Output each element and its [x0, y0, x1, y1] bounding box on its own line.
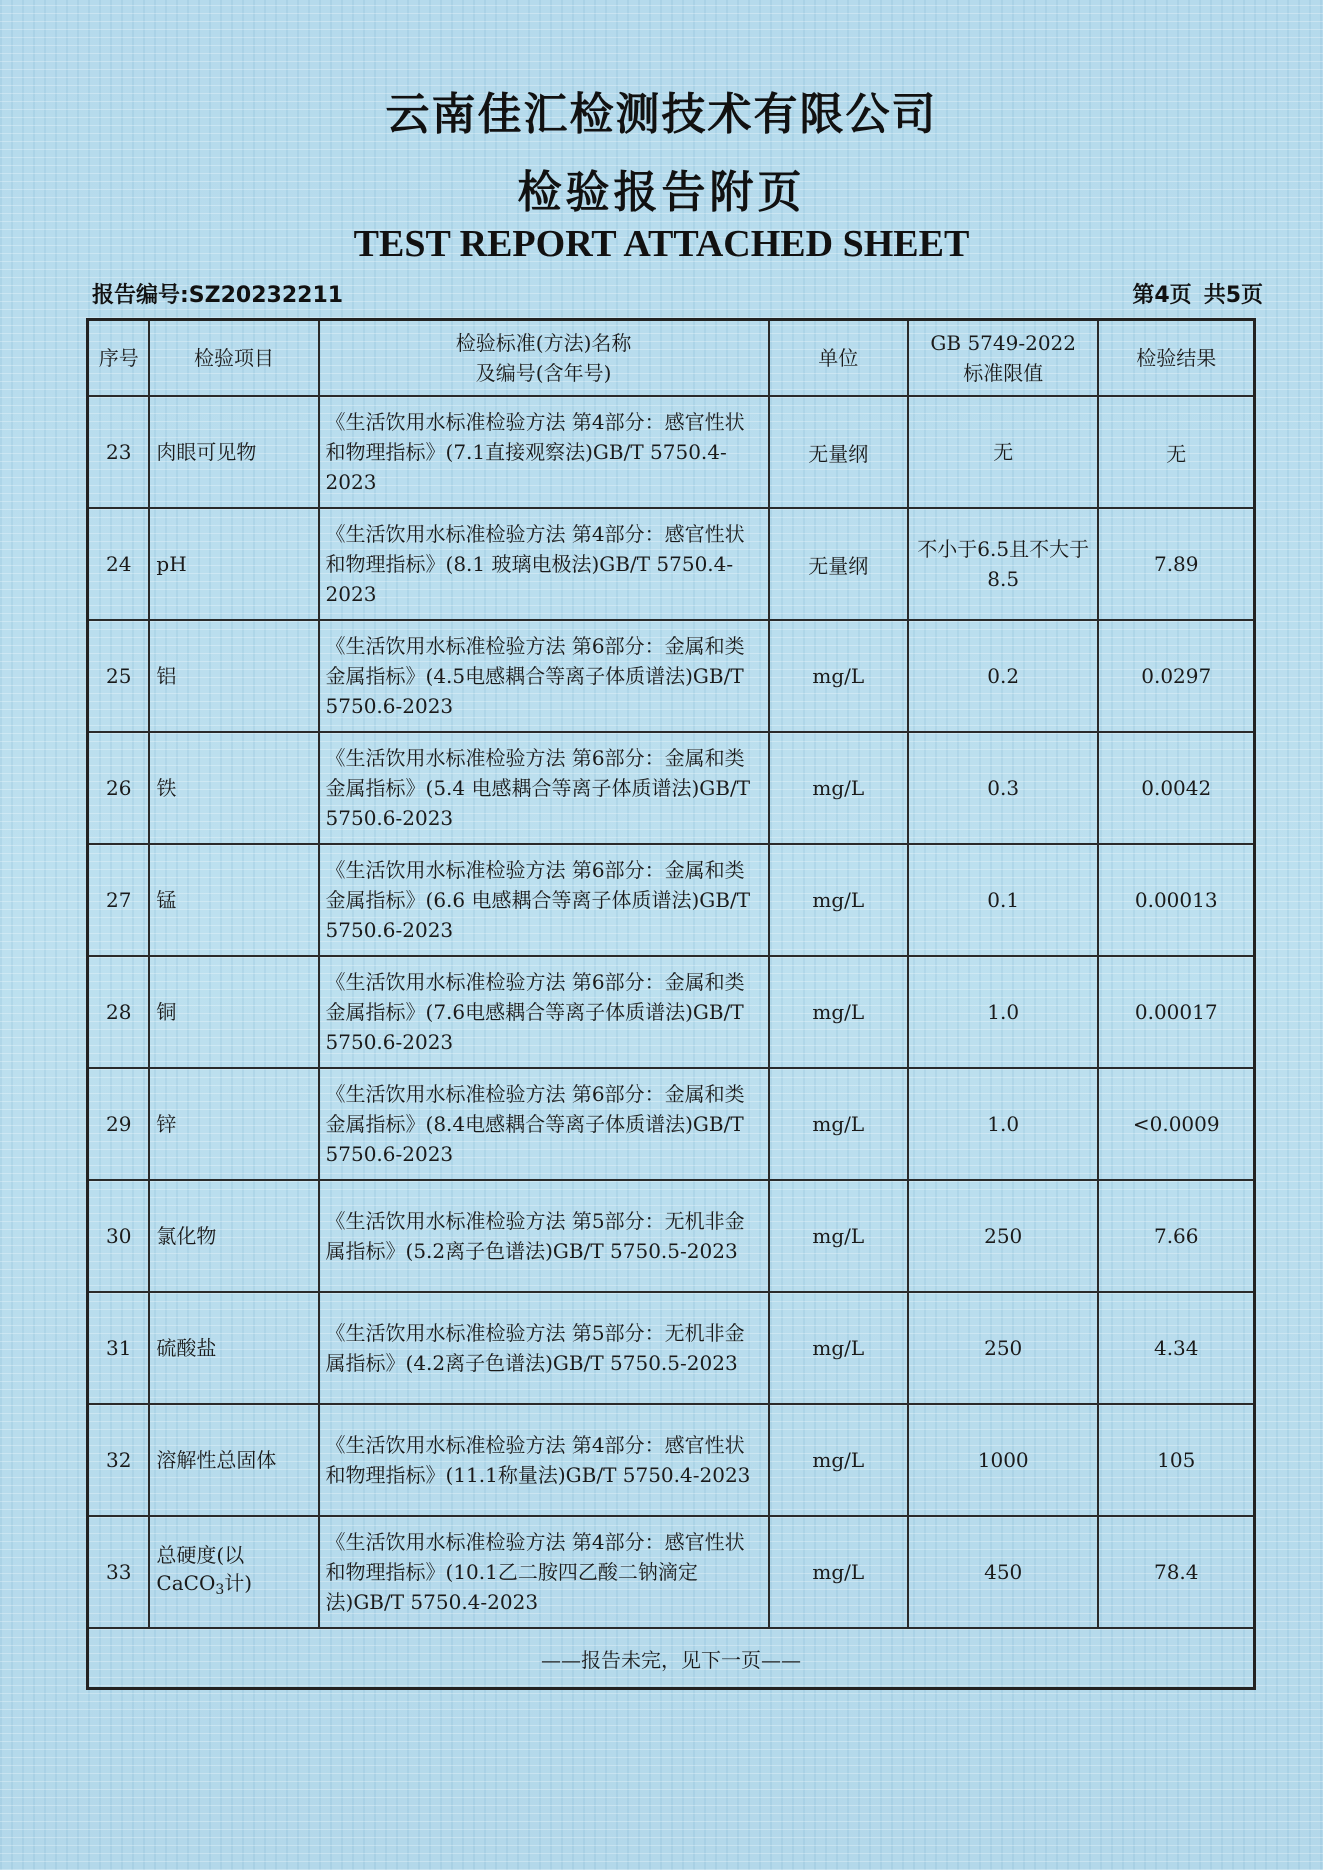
header-limit-line1: GB 5749-2022: [930, 331, 1076, 355]
cell-result: 无: [1098, 396, 1254, 508]
cell-method: 《生活饮用水标准检验方法 第4部分：感官性状和物理指标》(10.1乙二胺四乙酸二钠滴定法)GB/T 5750.4-2023: [319, 1516, 769, 1628]
cell-unit: mg/L: [769, 956, 908, 1068]
header-item: 检验项目: [149, 320, 318, 397]
table-row: [88, 956, 1255, 1068]
cell-result: 0.00013: [1098, 844, 1254, 956]
cell-unit: mg/L: [769, 1292, 908, 1404]
cell-method: 《生活饮用水标准检验方法 第5部分：无机非金属指标》(5.2离子色谱法)GB/T 5750.5-2023: [319, 1180, 769, 1292]
cell-item: 硫酸盐: [149, 1292, 318, 1404]
cell-method: 《生活饮用水标准检验方法 第6部分：金属和类金属指标》(8.4电感耦合等离子体质谱法)GB/T 5750.6-2023: [319, 1068, 769, 1180]
page-current: 第4页: [1132, 283, 1192, 308]
table-row: [88, 1180, 1255, 1292]
cell-result: 7.66: [1098, 1180, 1254, 1292]
header-method: [319, 320, 769, 397]
header-result: 检验结果: [1098, 320, 1254, 397]
cell-result: <0.0009: [1098, 1068, 1254, 1180]
header-method-line1: 检验标准(方法)名称: [455, 331, 632, 355]
report-number: 报告编号:SZ20232211: [92, 283, 344, 308]
cell-result: 78.4: [1098, 1516, 1254, 1628]
cell-limit: 不小于6.5且不大于8.5: [908, 508, 1099, 620]
cell-item: 氯化物: [149, 1180, 318, 1292]
cell-limit: 250: [908, 1180, 1099, 1292]
cell-unit: mg/L: [769, 1180, 908, 1292]
cell-limit: 0.2: [908, 620, 1099, 732]
table-row: [88, 620, 1255, 732]
cell-unit: 无量纲: [769, 508, 908, 620]
table-row: [88, 732, 1255, 844]
cell-item: 肉眼可见物: [149, 396, 318, 508]
cell-method: 《生活饮用水标准检验方法 第4部分：感官性状和物理指标》(7.1直接观察法)GB/T 5750.4-2023: [319, 396, 769, 508]
cell-no: 30: [88, 1180, 150, 1292]
cell-result: 105: [1098, 1404, 1254, 1516]
page-indicator: [1120, 278, 1263, 309]
company-name: 云南佳汇检测技术有限公司: [385, 89, 938, 140]
cell-limit: 450: [908, 1516, 1099, 1628]
cell-method: 《生活饮用水标准检验方法 第4部分：感官性状和物理指标》(11.1称量法)GB/T 5750.4-2023: [319, 1404, 769, 1516]
document-title: 检验报告附页: [517, 167, 806, 218]
document-title-english: TEST REPORT ATTACHED SHEET: [353, 223, 970, 265]
cell-no: 24: [88, 508, 150, 620]
cell-limit: 250: [908, 1292, 1099, 1404]
cell-result: 0.00017: [1098, 956, 1254, 1068]
table-row: [88, 1292, 1255, 1404]
cell-item: 铜: [149, 956, 318, 1068]
results-table: [86, 318, 1256, 1690]
cell-method: 《生活饮用水标准检验方法 第6部分：金属和类金属指标》(7.6电感耦合等离子体质谱法)GB/T 5750.6-2023: [319, 956, 769, 1068]
cell-no: 29: [88, 1068, 150, 1180]
table-row: [88, 844, 1255, 956]
cell-unit: mg/L: [769, 1068, 908, 1180]
header-no: 序号: [88, 320, 150, 397]
cell-item: 铝: [149, 620, 318, 732]
header-method-line2: 及编号(含年号): [475, 361, 612, 385]
cell-no: 23: [88, 396, 150, 508]
header-limit: [908, 320, 1099, 397]
cell-item: pH: [149, 508, 318, 620]
cell-no: 33: [88, 1516, 150, 1628]
header-limit-line2: 标准限值: [963, 361, 1044, 385]
cell-result: 0.0042: [1098, 732, 1254, 844]
cell-method: 《生活饮用水标准检验方法 第5部分：无机非金属指标》(4.2离子色谱法)GB/T 5750.5-2023: [319, 1292, 769, 1404]
cell-unit: mg/L: [769, 732, 908, 844]
table-row: [88, 1404, 1255, 1516]
cell-unit: mg/L: [769, 844, 908, 956]
cell-unit: mg/L: [769, 1516, 908, 1628]
cell-no: 26: [88, 732, 150, 844]
cell-method: 《生活饮用水标准检验方法 第4部分：感官性状和物理指标》(8.1 玻璃电极法)GB/T 5750.4-2023: [319, 508, 769, 620]
table-row: [88, 508, 1255, 620]
table-row: [88, 1068, 1255, 1180]
cell-unit: mg/L: [769, 620, 908, 732]
cell-item-subscript: 3: [215, 1581, 225, 1598]
cell-item: [149, 1516, 318, 1628]
table-row: [88, 1516, 1255, 1628]
cell-unit: 无量纲: [769, 396, 908, 508]
cell-item: 铁: [149, 732, 318, 844]
cell-item: 溶解性总固体: [149, 1404, 318, 1516]
table-row: [88, 396, 1255, 508]
table-footer-row: [88, 1628, 1255, 1689]
cell-limit: 1000: [908, 1404, 1099, 1516]
cell-limit: 0.1: [908, 844, 1099, 956]
cell-unit: mg/L: [769, 1404, 908, 1516]
cell-limit: 0.3: [908, 732, 1099, 844]
cell-limit: 1.0: [908, 1068, 1099, 1180]
cell-item: 锰: [149, 844, 318, 956]
cell-no: 28: [88, 956, 150, 1068]
cell-result: 0.0297: [1098, 620, 1254, 732]
cell-item-part3: 计): [224, 1570, 253, 1595]
cell-limit: 1.0: [908, 956, 1099, 1068]
cell-item: 锌: [149, 1068, 318, 1180]
header-unit: 单位: [769, 320, 908, 397]
cell-no: 32: [88, 1404, 150, 1516]
report-continued-note: ——报告未完，见下一页——: [88, 1628, 1255, 1689]
cell-no: 27: [88, 844, 150, 956]
cell-method: 《生活饮用水标准检验方法 第6部分：金属和类金属指标》(6.6 电感耦合等离子体质谱法)GB/T 5750.6-2023: [319, 844, 769, 956]
cell-no: 25: [88, 620, 150, 732]
cell-item-part1: 总硬度(以: [156, 1542, 245, 1567]
cell-limit: 无: [908, 396, 1099, 508]
cell-no: 31: [88, 1292, 150, 1404]
cell-method: 《生活饮用水标准检验方法 第6部分：金属和类金属指标》(4.5电感耦合等离子体质谱法)GB/T 5750.6-2023: [319, 620, 769, 732]
page-total: 共5页: [1203, 283, 1263, 308]
table-header-row: [88, 320, 1255, 397]
cell-result: 4.34: [1098, 1292, 1254, 1404]
cell-item-part2: CaCO: [156, 1570, 216, 1595]
cell-method: 《生活饮用水标准检验方法 第6部分：金属和类金属指标》(5.4 电感耦合等离子体质谱法)GB/T 5750.6-2023: [319, 732, 769, 844]
cell-result: 7.89: [1098, 508, 1254, 620]
